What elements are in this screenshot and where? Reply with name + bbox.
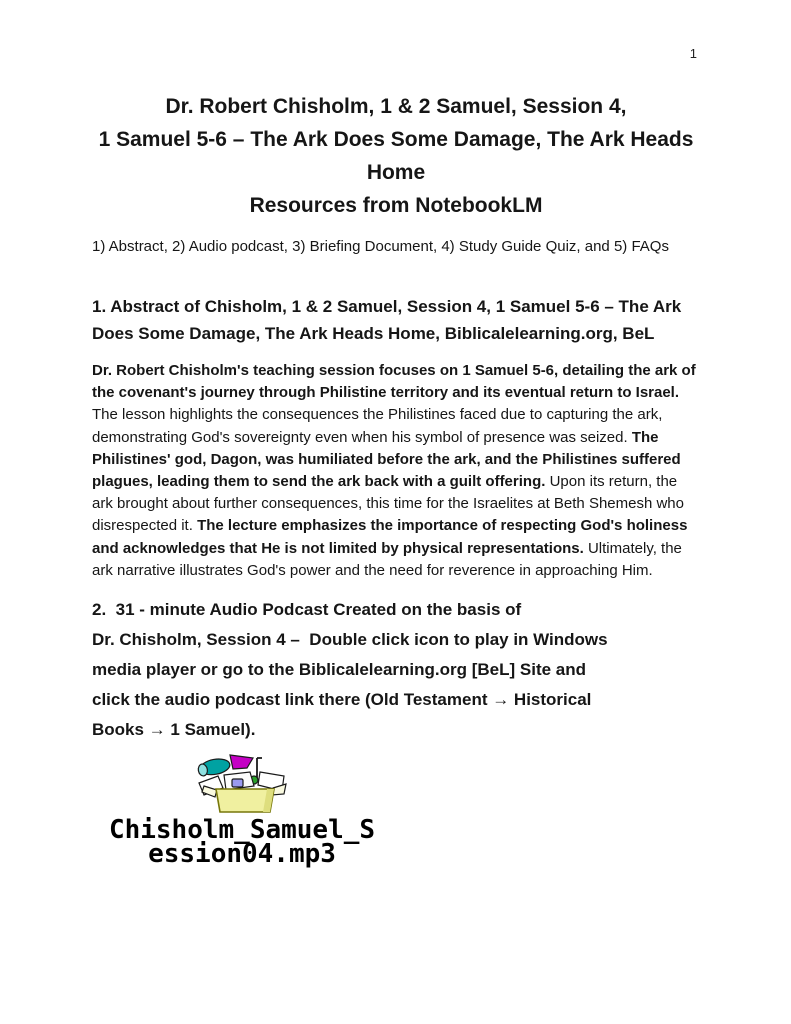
audio-file-caption [92,815,392,870]
title-line: 1 Samuel 5-6 – The Ark Does Some Damage, The Ark Heads Home [98,128,694,184]
abstract-run: The lecture emphasizes the importance of respecting God's holiness and acknowledges that He is not limited by physical representations. [92,517,688,557]
title-line: Dr. Robert Chisholm, 1 & 2 Samuel, Session 4, [165,95,627,118]
section2-heading-line: click the audio podcast link there (Old Testament → Historical [92,690,592,710]
section2-heading-line: media player or go to the Biblicalelearning.org [BeL] Site and [92,660,587,680]
resources-overview-line: 1) Abstract, 2) Audio podcast, 3) Briefing Document, 4) Study Guide Quiz, and 5) FAQs [92,238,669,255]
section1-heading: 1. Abstract of Chisholm, 1 & 2 Samuel, Session 4, 1 Samuel 5-6 – The Ark Does Some Damage, The Ark Heads Home, Biblicalelearning.org, BeL [92,297,682,343]
abstract-run: The Philistines' god, Dagon, was humiliated before the ark, and the Philistines suffered plagues, leading them to send the ark back with a guilt offering. [92,428,681,491]
section2-heading-line: Dr. Chisholm, Session 4 – Double click icon to play in Windows [92,630,608,650]
section2-heading-line: 2. 31 - minute Audio Podcast Created on the basis of [92,600,522,620]
doc-title [92,90,700,222]
section2-heading-line: Books → 1 Samuel). [92,720,256,740]
section2-heading [92,595,700,745]
abstract-run: Dr. Robert Chisholm's teaching session focuses on 1 Samuel 5-6, detailing the ark of the covenant's journey through Philistine territory and its eventual return to Israel. [92,362,696,402]
media-package-icon[interactable] [196,753,288,813]
abstract-run: Ultimately, the ark narrative illustrates God's power and the need for reverence in approaching Him. [92,539,682,579]
audio-file-caption-line: ession04.mp3 [148,839,336,870]
audio-podcast-object[interactable] [92,753,392,870]
audio-file-caption-line: Chisholm_Samuel_S [108,815,376,846]
abstract-run: The lesson highlights the consequences the Philistines faced due to capturing the ark, demonstrating God's sovereignty even when his symbol of presence was seized. [92,406,663,446]
abstract-paragraph [92,360,700,582]
page-number: 1 [689,46,697,61]
title-line: Resources from NotebookLM [249,194,543,217]
abstract-run: Upon its return, the ark brought about further consequences, this time for the Israelites at Beth Shemesh who disrespected it. [92,473,684,535]
